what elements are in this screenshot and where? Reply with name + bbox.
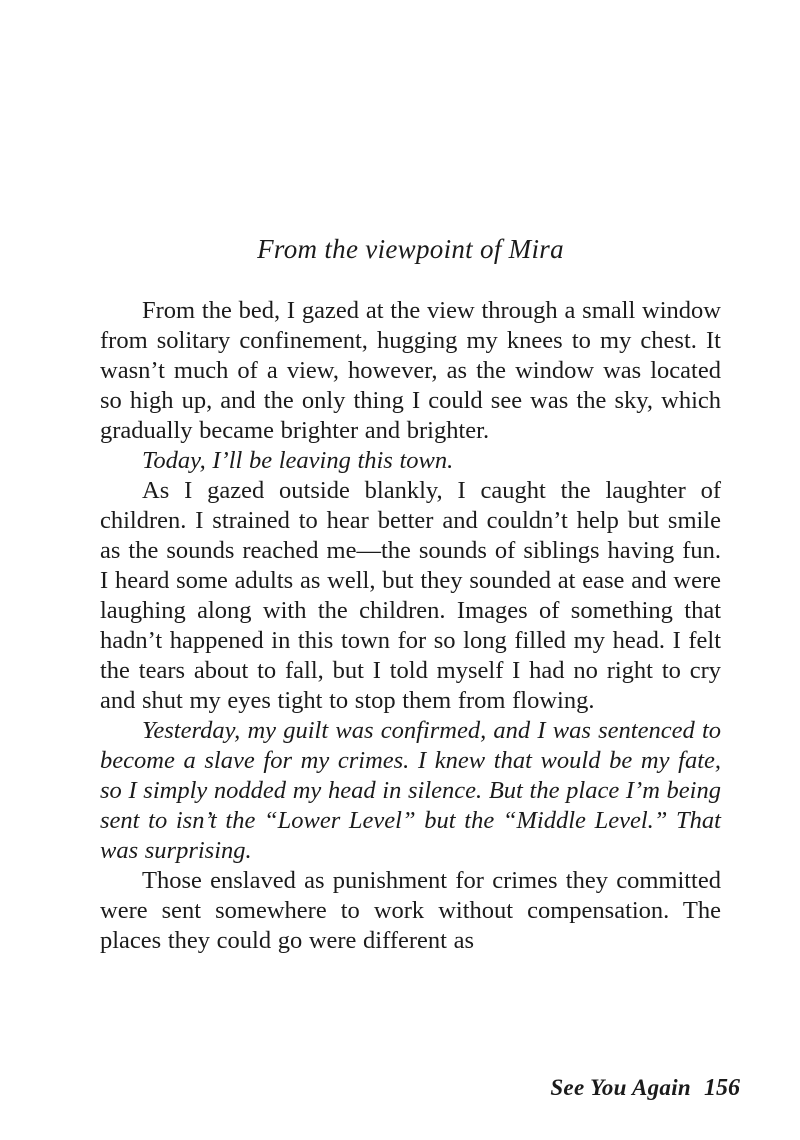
page-footer — [550, 1076, 740, 1100]
paragraph-italic-thought: Today, I’ll be leaving this town. — [142, 447, 454, 474]
paragraph: From the bed, I gazed at the view through a small window from solitary confinement, hugging my knees to my chest. It wasn’t much of a view, however, as the window was located so high up, and the only thing I could see was the sky, which gradually became brighter and brighter. — [100, 297, 721, 444]
page-number: 156 — [704, 1075, 740, 1101]
book-title: See You Again — [550, 1075, 691, 1100]
chapter-heading: From the viewpoint of Mira — [257, 234, 564, 264]
page-content — [100, 234, 721, 956]
paragraph-italic-thought: Yesterday, my guilt was confirmed, and I was sentenced to become a slave for my crimes. I knew that would be my fate, so I simply nodded my head in silence. But the place I’m being sent to isn’t the “Lower Level” but the “Middle Level.” That was surprising. — [100, 717, 721, 864]
paragraph: As I gazed outside blankly, I caught the laughter of children. I strained to hear better and couldn’t help but smile as the sounds reached me—the sounds of siblings having fun. I heard some adults as well, but they sounded at ease and were laughing along with the children. Images of something that hadn’t happened in this town for so long filled my head. I felt the tears about to fall, but I told myself I had no right to cry and shut my eyes tight to stop them from flowing. — [100, 477, 721, 714]
paragraph: Those enslaved as punishment for crimes they committed were sent somewhere to work without compensation. The places they could go were different as — [100, 867, 721, 954]
